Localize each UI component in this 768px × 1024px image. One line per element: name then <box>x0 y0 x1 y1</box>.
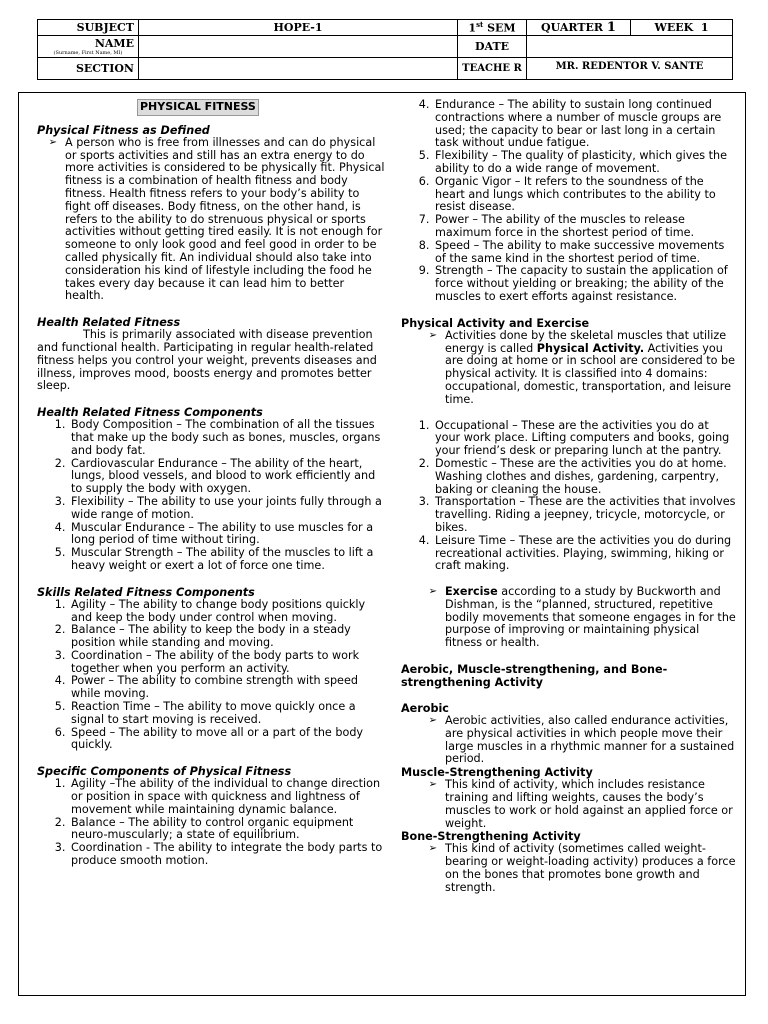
muscle-bullet <box>401 779 737 830</box>
exercise-bullet <box>401 586 737 650</box>
src-list <box>37 599 385 753</box>
arrow-bullet-icon: ➢ <box>48 136 57 148</box>
hrc-heading: Health Related Fitness Components <box>37 406 263 420</box>
list-item: 1. Agility – The ability to change body positions quickly and keep the body under control when moving. <box>69 599 385 625</box>
bone-heading: Bone-Strengthening Activity <box>401 830 581 844</box>
list-item: 3. Transportation – These are the activities that involves travelling. Riding a jeepney, tricycle, motorcycle, or bikes. <box>433 496 737 534</box>
defined-text: A person who is free from illnesses and can do physical or sports activities and still has an extra energy to do more activities is considered to be physically fit. Physical fitness is a combination of health fitness and body fitness. Health fitness refers to your body’s ability to fight off diseases. Body fitness, on the other hand, is refers to the ability to do strenuous physical or sports activities without getting tired easily. It is not enough for someone to only look good and feel good in order to be called physically fit. An individual should also take into consideration his kind of lifestyle including the food he takes every day because it can lead him to better health. <box>65 135 385 303</box>
defined-bullet <box>37 137 385 303</box>
pa-post: Activities you are doing at home or in school are considered to be physical activity. It is classified into 4 domains: occupational, domestic, transportation, and leisure time. <box>445 341 736 406</box>
list-item: 4. Muscular Endurance – The ability to use muscles for a long period of time without tiring. <box>69 522 385 548</box>
list-item: 2. Balance – The ability to control organic equipment neuro-muscularly; a state of equilibrium. <box>69 817 385 843</box>
name-hint: (Surname, First Name, MI) <box>53 50 123 56</box>
exercise-text <box>445 586 737 650</box>
sem-number: 1 <box>468 21 477 35</box>
list-item: 5. Muscular Strength – The ability of the muscles to lift a heavy weight or exert a lot of force one time. <box>69 547 385 573</box>
aerobic-text: Aerobic activities, also called endurance activities, are physical activities in which people move their large muscles in a rhythmic manner for a sustained period. <box>445 714 735 766</box>
quarter-value: 1 <box>606 20 616 35</box>
week-label: WEEK <box>654 21 694 34</box>
page-title: PHYSICAL FITNESS <box>137 99 259 116</box>
amb-heading: Aerobic, Muscle-strengthening, and Bone-strengthening Activity <box>401 663 668 690</box>
name-label: NAME <box>94 37 134 50</box>
header-table <box>37 19 733 80</box>
muscle-text: This kind of activity, which includes resistance training and lifting weights, causes the body’s muscles to work or hold against an applied force or weight. <box>445 778 733 830</box>
date-field[interactable] <box>527 36 733 58</box>
quarter <box>527 20 631 36</box>
health-text: This is primarily associated with disease prevention and functional health. Participating in regular health-related fitness helps you control your weight, prevents diseases and illness, improves mood, boosts energy and promotes better sleep. <box>37 328 377 393</box>
muscle-heading: Muscle-Strengthening Activity <box>401 766 593 780</box>
list-item: 2. Balance – The ability to keep the body in a steady position while standing and moving. <box>69 624 385 650</box>
subject-value: HOPE-1 <box>139 20 458 36</box>
domains-list <box>401 420 737 574</box>
list-item: 8. Speed – The ability to make successive movements of the same kind in the shortest period of time. <box>433 240 737 266</box>
list-item: 4. Leisure Time – These are the activities you do during recreational activities. Playing, swimming, hiking or craft making. <box>433 535 737 573</box>
aerobic-heading: Aerobic <box>401 702 449 716</box>
pae-heading: Physical Activity and Exercise <box>401 316 590 330</box>
arrow-bullet-icon: ➢ <box>428 586 437 598</box>
list-item: 2. Cardiovascular Endurance – The ability of the heart, lungs, blood vessels, and blood to work efficiently and to supply the body with oxygen. <box>69 458 385 496</box>
teacher-label: TEACHE R <box>458 58 527 80</box>
list-item: 1. Body Composition – The combination of all the tissues that make up the body such as bones, muscles, organs and body fat. <box>69 419 385 457</box>
arrow-bullet-icon: ➢ <box>428 329 437 341</box>
list-item: 4. Power – The ability to combine strength with speed while moving. <box>69 675 385 701</box>
list-item: 7. Power – The ability of the muscles to release maximum force in the shortest period of time. <box>433 214 737 240</box>
src-heading: Skills Related Fitness Components <box>37 585 255 599</box>
spc-list-continued <box>401 99 737 304</box>
date-label: DATE <box>458 36 527 58</box>
pa-pre: Activities done by the skeletal muscles that utilize energy is called <box>445 328 727 355</box>
pa-bold: Physical Activity. <box>536 341 645 355</box>
exercise-body: according to a study by Buckworth and Dishman, is the “planned, structured, repetitive bodily movements that someone engages in for the purpose of improving or maintaining physical fitness or health. <box>445 585 736 650</box>
exercise-bold: Exercise <box>445 585 498 599</box>
right-column <box>401 93 737 895</box>
aerobic-bullet <box>401 715 737 766</box>
list-item: 6. Organic Vigor – It refers to the soundness of the heart and lungs which contributes to the ability to resist disease. <box>433 176 737 214</box>
name-field[interactable] <box>139 36 458 58</box>
left-column <box>37 93 385 868</box>
week-value: 1 <box>700 21 709 34</box>
list-item: 2. Domestic – These are the activities you do at home. Washing clothes and dishes, gardening, carpentry, baking or cleaning the house. <box>433 458 737 496</box>
section-field[interactable] <box>139 58 458 80</box>
week <box>631 20 733 36</box>
spc-list <box>37 778 385 868</box>
list-item: 3. Coordination – The ability of the body parts to work together when you perform an activity. <box>69 650 385 676</box>
pa-bullet <box>401 330 737 407</box>
hrc-list <box>37 419 385 573</box>
list-item: 3. Flexibility – The ability to use your joints fully through a wide range of motion. <box>69 496 385 522</box>
content-frame <box>18 92 746 996</box>
list-item: 3. Coordination - The ability to integrate the body parts to produce smooth motion. <box>69 842 385 868</box>
list-item: 1. Occupational – These are the activities you do at your work place. Lifting computers and books, going your friend’s desk or preparing lunch at the pantry. <box>433 420 737 458</box>
teacher-value: MR. REDENTOR V. SANTE <box>527 58 733 80</box>
bone-bullet <box>401 843 737 894</box>
health-heading: Health Related Fitness <box>37 316 181 330</box>
spc-heading: Specific Components of Physical Fitness <box>37 765 292 779</box>
pa-text <box>445 330 737 407</box>
section-label: SECTION <box>38 58 139 80</box>
arrow-bullet-icon: ➢ <box>428 715 437 727</box>
subject-label: SUBJECT <box>38 20 139 36</box>
sem-sup: st <box>476 20 484 30</box>
quarter-label: QUARTER <box>541 21 604 34</box>
name-cell <box>38 36 139 58</box>
list-item: 5. Flexibility – The quality of plasticity, which gives the ability to do a wide range of movement. <box>433 150 737 176</box>
list-item: 9. Strength – The capacity to sustain the application of force without yielding or breaking; the ability of the muscles to exert efforts against resistance. <box>433 265 737 303</box>
list-item: 4. Endurance – The ability to sustain long continued contractions where a number of muscle groups are used; the capacity to bear or last long in a certain task without undue fatigue. <box>433 99 737 150</box>
semester <box>458 20 527 36</box>
list-item: 1. Agility –The ability of the individual to change direction or position in space with quickness and lightness of movement while maintaining dynamic balance. <box>69 778 385 816</box>
list-item: 6. Speed – The ability to move all or a part of the body quickly. <box>69 727 385 753</box>
sem-label: SEM <box>483 21 516 35</box>
arrow-bullet-icon: ➢ <box>428 779 437 791</box>
bone-text: This kind of activity (sometimes called weight-bearing or weight-loading activity) produces a force on the bones that promotes bone growth and strength. <box>445 842 736 894</box>
arrow-bullet-icon: ➢ <box>428 843 437 855</box>
defined-heading: Physical Fitness as Defined <box>37 123 210 137</box>
list-item: 5. Reaction Time – The ability to move quickly once a signal to start moving is received. <box>69 701 385 727</box>
